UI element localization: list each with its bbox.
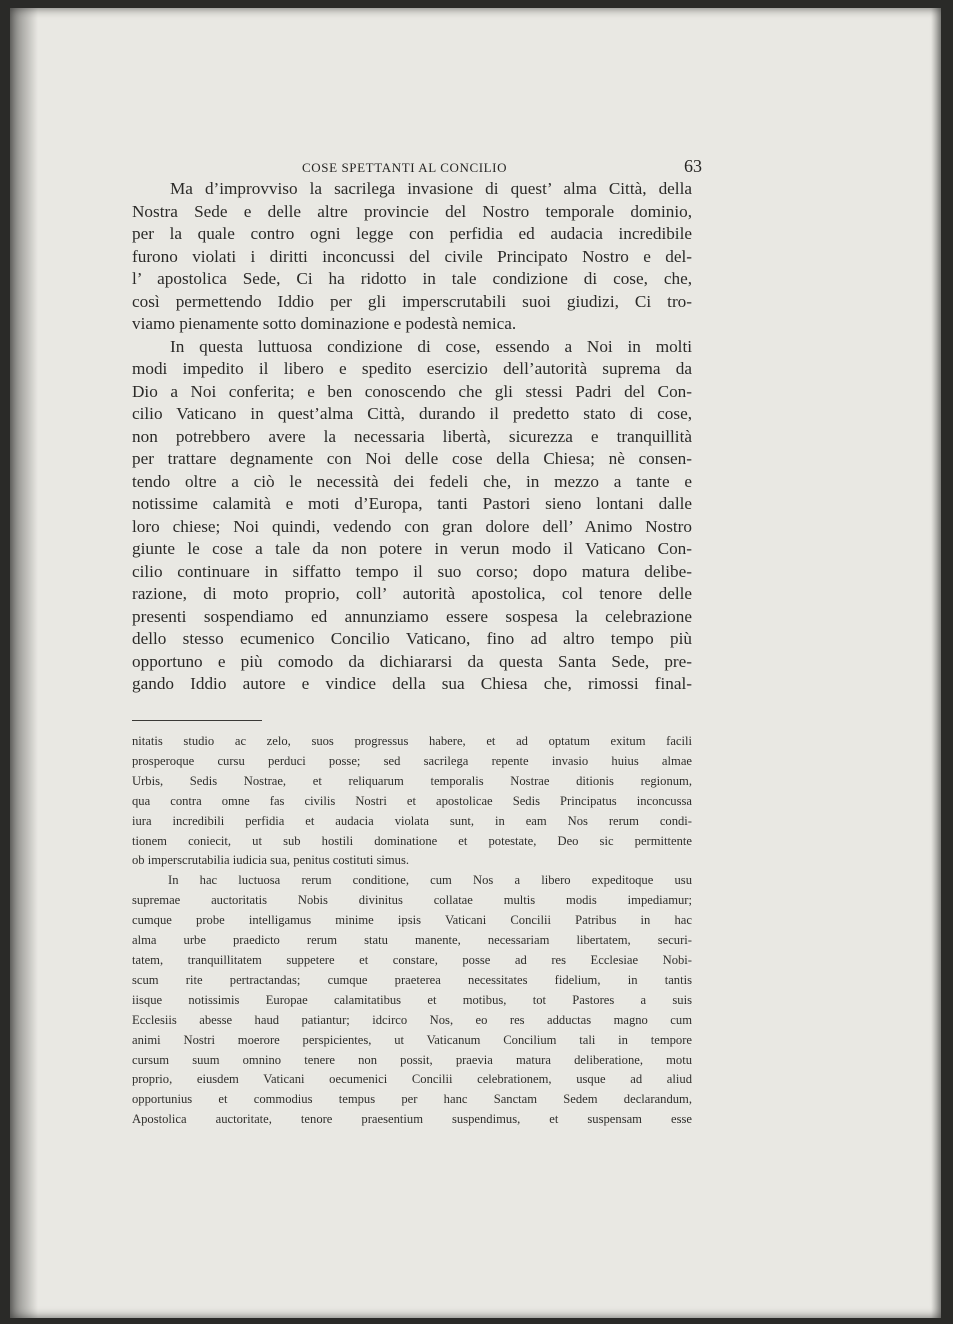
page-edge-shadow	[931, 8, 941, 1318]
text-line: giunte le cose a tale da non potere in verun modo il Vaticano Con-	[132, 539, 692, 558]
text-line: presenti sospendiamo ed annunziamo essere sospesa la celebrazione	[132, 606, 692, 626]
main-text	[132, 178, 692, 696]
text-line: viamo pienamente sotto dominazione e podestà nemica.	[132, 314, 517, 333]
text-line: opportuno e più comodo da dichiararsi da questa Santa Sede, pre-	[132, 651, 692, 671]
text-line: razione, di moto proprio, coll’ autorità apostolica, col tenore delle	[132, 584, 692, 603]
text-line: cilio continuare in siffatto tempo il suo corso; dopo matura delibe-	[132, 561, 692, 581]
spine-shadow	[10, 8, 38, 1318]
footnote-line: Apostolica auctoritate, tenore praesentium suspendimus, et suspensam esse	[132, 1112, 692, 1127]
text-line: gando Iddio autore e vindice della sua Chiesa che, rimossi final-	[132, 674, 692, 693]
text-line: così permettendo Iddio per gli imperscrutabili suoi giudizi, Ci tro-	[132, 291, 692, 311]
footnote-line: iisque notissimis Europae calamitatibus et motibus, tot Pastores a suis	[132, 992, 692, 1007]
running-title: COSE SPETTANTI AL CONCILIO	[302, 160, 508, 175]
footnote-line: qua contra omne fas civilis Nostri et apostolicae Sedis Principatus inconcussa	[132, 793, 692, 808]
footnote-line: tionem coniecit, ut sub hostili dominatione et potestate, Deo sic permittente	[132, 833, 692, 848]
book-page	[10, 8, 941, 1318]
footnote-line: supremae auctoritatis Nobis divinitus collatae multis modis impediamur;	[132, 893, 692, 908]
footnote-rule	[132, 720, 262, 721]
footnote-line: alma urbe praedicto rerum statu manente, necessariam libertatem, securi-	[132, 933, 692, 948]
text-line: modi impedito il libero e spedito esercizio dell’autorità suprema da	[132, 359, 692, 378]
text-line: loro chiese; Noi quindi, vedendo con gran dolore dell’ Animo Nostro	[132, 516, 692, 536]
footnote-line: In hac luctuosa rerum conditione, cum Nos a libero expeditoque usu	[168, 873, 692, 888]
footnote-line: prosperoque cursu perduci posse; sed sacrilega repente invasio huius almae	[132, 753, 692, 768]
footnote-line: tatem, tranquillitatem suppetere et constare, posse ad res Ecclesiae Nobi-	[132, 952, 692, 967]
text-line: In questa luttuosa condizione di cose, essendo a Noi in molti	[170, 336, 692, 356]
footnote-line: cumque probe intelligamus minime ipsis Vaticani Concilii Patribus in hac	[132, 913, 692, 928]
footnote-line: opportunius et commodius tempus per hanc Sanctam Sedem declarandum,	[132, 1092, 692, 1107]
footnote-line: nitatis studio ac zelo, suos progressus habere, et ad optatum exitum facili	[132, 734, 692, 748]
text-line: tendo oltre a ciò le necessità dei fedeli che, in mezzo a tante e	[132, 471, 692, 491]
footnote-line: Ecclesiis abesse haud patiantur; idcirco Nos, eo res adductas magno cum	[132, 1012, 692, 1027]
footnote-text	[132, 732, 692, 1130]
text-line: Dio a Noi conferita; e ben conoscendo che gli stessi Padri del Con-	[132, 381, 692, 401]
page-number: 63	[684, 156, 702, 176]
text-line: Ma d’improvviso la sacrilega invasione di quest’ alma Città, della	[170, 179, 692, 198]
text-line: dello stesso ecumenico Concilio Vaticano, fino ad altro tempo più	[132, 629, 692, 648]
text-line: per trattare degnamente con Noi delle cose della Chiesa; nè consen-	[132, 449, 692, 468]
text-line: l’ apostolica Sede, Ci ha ridotto in tale condizione di cose, che,	[132, 269, 692, 288]
text-line: notissime calamità e moti d’Europa, tanti Pastori sieno lontani dalle	[132, 494, 692, 513]
text-line: per la quale contro ogni legge con perfidia ed audacia incredibile	[132, 224, 692, 243]
page-header	[302, 156, 702, 180]
footnote-line: ob imperscrutabilia iudicia sua, penitus costituti simus.	[132, 853, 410, 868]
footnote-line: iura incredibili perfidia et audacia violata sunt, in eam Nos rerum condi-	[132, 813, 692, 828]
footnote-line: cursum suum omnino tenere non possit, praevia matura deliberatione, motu	[132, 1052, 692, 1067]
text-line: Nostra Sede e delle altre provincie del Nostro temporale dominio,	[132, 201, 692, 221]
footnote-line: proprio, eiusdem Vaticani oecumenici Concilii celebrationem, usque ad aliud	[132, 1072, 692, 1087]
text-line: cilio Vaticano in quest’alma Città, durando il predetto stato di cose,	[132, 404, 692, 423]
footnote-line: Urbis, Sedis Nostrae, et reliquarum temporalis Nostrae ditionis regionum,	[132, 773, 692, 788]
text-line: non potrebbero avere la necessaria libertà, sicurezza e tranquillità	[132, 426, 692, 446]
text-line: furono violati i diritti inconcussi del civile Principato Nostro e del-	[132, 246, 692, 266]
footnote-line: scum rite pertractandas; cumque praeterea necessitates fidelium, in tantis	[132, 972, 692, 987]
footnote-line: animi Nostri moerore perspicientes, ut Vaticanum Concilium tali in tempore	[132, 1032, 692, 1047]
